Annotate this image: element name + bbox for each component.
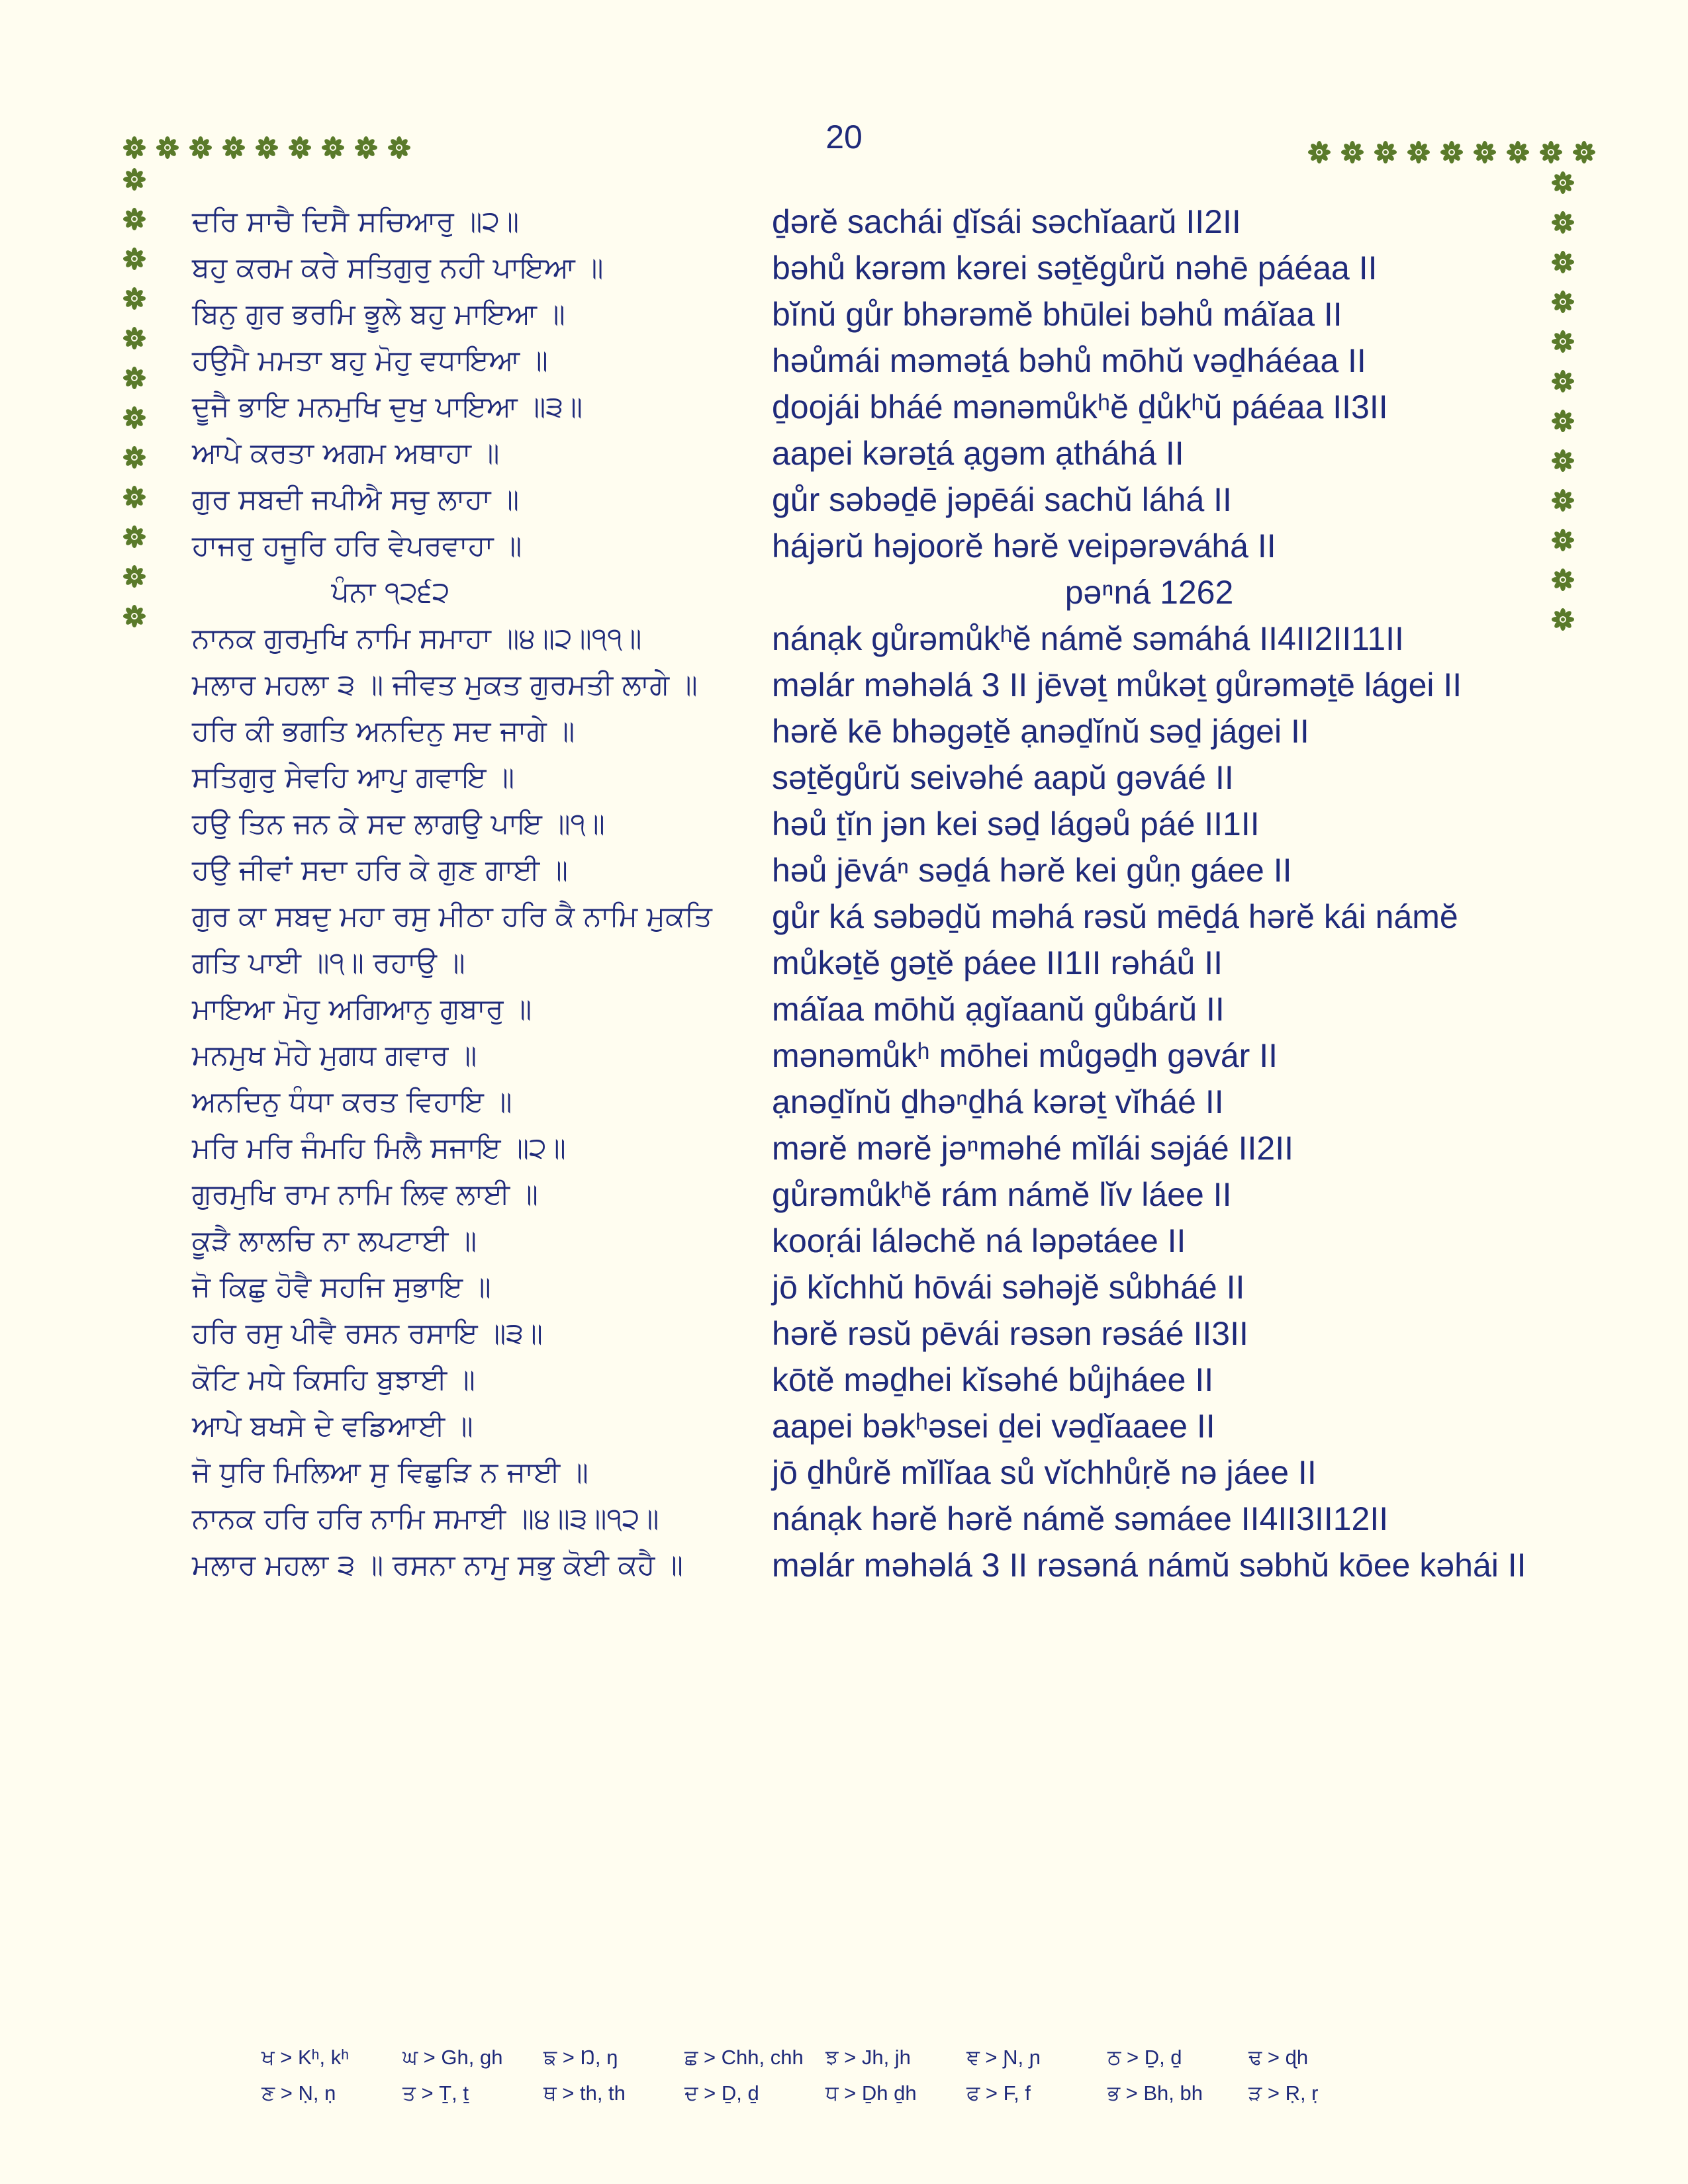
flower-icon [1551, 528, 1575, 552]
transliteration-text: kōtĕ məḏhei kĭsəhé bůjháee II [772, 1361, 1214, 1398]
verse-row [192, 1079, 1529, 1125]
gurmukhi-text: ਮਲਾਰ ਮਹਲਾ ੩ ॥ ਜੀਵਤ ਮੁਕਤ ਗੁਰਮਤੀ ਲਾਗੇ ॥ [192, 668, 698, 702]
gurmukhi-text: ਹਉ ਤਿਨ ਜਨ ਕੇ ਸਦ ਲਾਗਉ ਪਾਇ ॥੧॥ [192, 807, 605, 841]
key-entry: ਙ > Ŋ, ŋ [543, 2045, 618, 2069]
gurmukhi-text: ਮਾਇਆ ਮੋਹੁ ਅਗਿਆਨੁ ਗੁਬਾਰੁ ॥ [192, 993, 532, 1026]
transliteration-text: məlár məhəlá 3 II jēvəṯ můkəṯ gůrəməṯē lágei II [772, 666, 1462, 704]
transliteration-text: kooṛái láləchĕ ná ləpətáee II [772, 1222, 1186, 1259]
flower-icon [1440, 140, 1464, 164]
verse-row [192, 615, 1529, 662]
transliteration-text: pəⁿná 1262 [1064, 574, 1234, 611]
verse-row [192, 245, 1529, 291]
verse-row [192, 1542, 1529, 1588]
key-entry: ਛ > Chh, chh [684, 2045, 804, 2069]
verse-row [192, 523, 1529, 569]
flower-icon [1551, 250, 1575, 274]
transliteration-text: gůr ká səbəḏŭ məhá rəsŭ mēḏá hərĕ kái námĕ můkəṯĕ gəṯĕ páee II1II rəháů II [772, 898, 1458, 981]
flower-icon [1551, 369, 1575, 393]
flower-icon [122, 565, 146, 588]
gurmukhi-text: ਕੋਟਿ ਮਧੇ ਕਿਸਹਿ ਬੁਝਾਈ ॥ [192, 1363, 475, 1396]
flower-icon [1551, 449, 1575, 473]
key-entry: ਝ > Jh, jh [825, 2045, 911, 2069]
flower-icon [387, 136, 411, 159]
verse-row [192, 291, 1529, 338]
transliteration-text: hərĕ kē bhəgəṯĕ ạnəḏĭnŭ səḏ jágei II [772, 713, 1309, 750]
key-entry: ਥ > th, th [543, 2081, 626, 2105]
gurmukhi-text: ਦੂਜੈ ਭਾਇ ਮਨਮੁਖਿ ਦੁਖੁ ਪਾਇਆ ॥੩॥ [192, 390, 583, 424]
verse-row [192, 1449, 1529, 1496]
flower-icon [288, 136, 312, 159]
flower-icon [122, 406, 146, 430]
transliteration-text: bəhů kərəm kərei səṯĕgůrŭ nəhē páéaa II [772, 250, 1378, 287]
transliteration-text: səṯĕgůrŭ seivəhé aapŭ gəváé II [772, 759, 1234, 796]
key-entry: ਭ > Bh, bh [1107, 2081, 1203, 2105]
gurmukhi-text: ਆਪੇ ਬਖਸੇ ਦੇ ਵਡਿਆਈ ॥ [192, 1410, 473, 1443]
verse-row [192, 1403, 1529, 1449]
page-number: 20 [825, 118, 863, 156]
key-entry: ਤ > Ṯ, ṯ [402, 2081, 469, 2105]
flower-icon [122, 287, 146, 310]
flower-icon [122, 445, 146, 469]
gurmukhi-text: ਜੋ ਧੁਰਿ ਮਿਲਿਆ ਸੁ ਵਿਛੁੜਿ ਨ ਜਾਈ ॥ [192, 1456, 588, 1489]
verse-row [192, 1496, 1529, 1542]
verse-row [192, 1264, 1529, 1310]
verse-row [192, 1218, 1529, 1264]
transliteration-text: bĭnŭ gůr bhərəmĕ bhūlei bəhů máĭaa II [772, 296, 1342, 333]
transliteration-text: máĭaa mōhŭ ạgĭaanŭ gůbárŭ II [772, 991, 1225, 1028]
transliteration-text: mənəmůkʰ mōhei můgəḏh gəvár II [772, 1037, 1278, 1074]
transliteration-text: aapei bəkʰəsei ḏei vəḏĭaaee II [772, 1408, 1215, 1445]
key-row [261, 2040, 1389, 2075]
verse-row [192, 477, 1529, 523]
gurmukhi-text: ਮਲਾਰ ਮਹਲਾ ੩ ॥ ਰਸਨਾ ਨਾਮੁ ਸਭੁ ਕੋਈ ਕਹੈ ॥ [192, 1549, 684, 1582]
transliteration-text: jō kĭchhŭ hōvái səhəjĕ sůbháé II [772, 1269, 1245, 1306]
flower-icon [1340, 140, 1364, 164]
key-entry: ਧ > Ḏh ḏh [825, 2081, 917, 2105]
verse-row [192, 801, 1529, 847]
key-entry: ਢ > ɖh [1248, 2045, 1309, 2069]
flower-border-right [1551, 171, 1575, 631]
transliteration-text: ạnəḏĭnŭ ḏhəⁿḏhá kərəṯ vĭháé II [772, 1083, 1224, 1120]
gurmukhi-text: ਅਨਦਿਨੁ ਧੰਧਾ ਕਰਤ ਵਿਹਾਇ ॥ [192, 1085, 512, 1118]
key-entry: ਠ > Ḏ, ḏ [1107, 2045, 1182, 2069]
verse-row [192, 338, 1529, 384]
page-marker-row [192, 569, 1529, 615]
transliteration-text: həůmái məməṯá bəhů mōhŭ vəḏháéaa II [772, 342, 1366, 379]
flower-icon [1551, 608, 1575, 631]
flower-border-top-right [1307, 140, 1596, 164]
verse-row [192, 384, 1529, 430]
verse-row [192, 199, 1529, 245]
verse-row [192, 847, 1529, 893]
key-entry: ਘ > Gh, gh [402, 2045, 503, 2069]
flower-icon [1539, 140, 1563, 164]
verse-row [192, 1357, 1529, 1403]
transliteration-key [261, 2040, 1389, 2111]
flower-icon [222, 136, 246, 159]
verse-row [192, 1032, 1529, 1079]
flower-icon [1551, 409, 1575, 433]
gurmukhi-text: ਹਰਿ ਕੀ ਭਗਤਿ ਅਨਦਿਨੁ ਸਦ ਜਾਗੇ ॥ [192, 715, 575, 748]
transliteration-text: aapei kərəṯá ạgəm ạtháhá II [772, 435, 1184, 472]
flower-icon [122, 485, 146, 509]
verse-row [192, 1125, 1529, 1171]
key-entry: ਞ > Ɲ, ɲ [966, 2045, 1041, 2069]
transliteration-text: həů ṯĭn jən kei səḏ lágəů páé II1II [772, 805, 1260, 842]
flower-icon [122, 525, 146, 549]
flower-border-top-left [122, 136, 411, 159]
flower-border-left [122, 167, 146, 628]
transliteration-text: ḏərĕ sachái ḏĭsái səchĭaarŭ II2II [772, 203, 1241, 240]
gurmukhi-text: ਹਰਿ ਰਸੁ ਪੀਵੈ ਰਸਨ ਰਸਾਇ ॥੩॥ [192, 1317, 543, 1350]
gurmukhi-text: ਹਉਮੈ ਮਮਤਾ ਬਹੁ ਮੋਹੁ ਵਧਾਇਆ ॥ [192, 344, 548, 377]
gurmukhi-text: ਬਿਨੁ ਗੁਰ ਭਰਮਿ ਭੂਲੇ ਬਹੁ ਮਾਇਆ ॥ [192, 298, 565, 331]
flower-icon [122, 366, 146, 390]
gurmukhi-text: ਗੁਰਮੁਖਿ ਰਾਮ ਨਾਮਿ ਲਿਵ ਲਾਈ ॥ [192, 1178, 538, 1211]
gurmukhi-text: ਆਪੇ ਕਰਤਾ ਅਗਮ ਅਥਾਹਾ ॥ [192, 437, 500, 470]
transliteration-text: həů jēváⁿ səḏá hərĕ kei gůṇ gáee II [772, 852, 1292, 889]
flower-icon [122, 167, 146, 191]
transliteration-text: mərĕ mərĕ jəⁿməhé mĭlái səjáé II2II [772, 1130, 1293, 1167]
gurmukhi-text: ਪੰਨਾ ੧੨੬੨ [331, 576, 450, 609]
flower-icon [156, 136, 179, 159]
flower-icon [1551, 488, 1575, 512]
flower-icon [122, 326, 146, 350]
transliteration-text: hərĕ rəsŭ pēvái rəsən rəsáé II3II [772, 1315, 1248, 1352]
flower-icon [1473, 140, 1497, 164]
gurmukhi-text: ਮਨਮੁਖ ਮੋਹੇ ਮੁਗਧ ਗਵਾਰ ॥ [192, 1039, 477, 1072]
flower-icon [1551, 290, 1575, 314]
flower-icon [1407, 140, 1430, 164]
gurmukhi-text: ਗੁਰ ਸਬਦੀ ਜਪੀਐ ਸਚੁ ਲਾਹਾ ॥ [192, 483, 520, 516]
flower-icon [1307, 140, 1331, 164]
flower-icon [122, 136, 146, 159]
gurmukhi-text: ਸਤਿਗੁਰੁ ਸੇਵਹਿ ਆਪੁ ਗਵਾਇ ॥ [192, 761, 515, 794]
flower-icon [354, 136, 378, 159]
transliteration-text: gůr səbəḏē jəpēái sachŭ láhá II [772, 481, 1232, 518]
flower-icon [1551, 171, 1575, 195]
flower-icon [321, 136, 345, 159]
transliteration-text: gůrəmůkʰĕ rám námĕ lĭv láee II [772, 1176, 1232, 1213]
gurmukhi-text: ਹਉ ਜੀਵਾਂ ਸਦਾ ਹਰਿ ਕੇ ਗੁਣ ਗਾਈ ॥ [192, 854, 568, 887]
verse-row [192, 1310, 1529, 1357]
gurmukhi-text: ਗੁਰ ਕਾ ਸਬਦੁ ਮਹਾ ਰਸੁ ਮੀਠਾ ਹਰਿ ਕੈ ਨਾਮਿ ਮੁਕਤਿ ਗਤਿ ਪਾਈ ॥੧॥ ਰਹਾਉ ॥ [192, 900, 712, 979]
transliteration-text: hájərŭ həjoorĕ hərĕ veipərəváhá II [772, 527, 1276, 565]
key-entry: ਫ > F, f [966, 2081, 1031, 2105]
transliteration-text: məlár məhəlá 3 II rəsəná námŭ səbhŭ kōee kəhái II [772, 1547, 1526, 1584]
gurmukhi-text: ਨਾਨਕ ਹਰਿ ਹਰਿ ਨਾਮਿ ਸਮਾਈ ॥੪॥੩॥੧੨॥ [192, 1502, 659, 1535]
gurmukhi-text: ਨਾਨਕ ਗੁਰਮੁਖਿ ਨਾਮਿ ਸਮਾਹਾ ॥੪॥੨॥੧੧॥ [192, 622, 642, 655]
gurmukhi-text: ਦਰਿ ਸਾਚੈ ਦਿਸੈ ਸਚਿਆਰੁ ॥੨॥ [192, 205, 520, 238]
key-entry: ਦ > Ḏ, ḏ [684, 2081, 759, 2105]
key-entry: ੜ > Ṛ, ṛ [1248, 2081, 1319, 2105]
verse-row [192, 986, 1529, 1032]
gurmukhi-text: ਜੋ ਕਿਛੁ ਹੋਵੈ ਸਹਜਿ ਸੁਭਾਇ ॥ [192, 1271, 491, 1304]
transliteration-text: nánạk hərĕ hərĕ námĕ səmáee II4II3II12II [772, 1500, 1389, 1537]
flower-icon [1374, 140, 1397, 164]
key-entry: ਖ > Kʰ, kʰ [261, 2045, 350, 2069]
key-entry: ਣ > Ṇ, ṇ [261, 2081, 336, 2105]
flower-icon [189, 136, 212, 159]
flower-icon [122, 207, 146, 231]
verse-row [192, 708, 1529, 754]
flower-icon [1572, 140, 1596, 164]
verse-row [192, 430, 1529, 477]
gurmukhi-text: ਮਰਿ ਮਰਿ ਜੰਮਹਿ ਮਿਲੈ ਸਜਾਇ ॥੨॥ [192, 1132, 566, 1165]
verse-row [192, 1171, 1529, 1218]
verse-row [192, 662, 1529, 708]
flower-icon [1506, 140, 1530, 164]
transliteration-text: ḏoojái bháé mənəmůkʰĕ ḏůkʰŭ páéaa II3II [772, 388, 1388, 426]
flower-icon [122, 247, 146, 271]
verse-row [192, 754, 1529, 801]
verse-lines [192, 199, 1529, 1588]
key-row [261, 2075, 1389, 2111]
gurmukhi-text: ਕੂੜੈ ਲਾਲਚਿ ਨਾ ਲਪਟਾਈ ॥ [192, 1224, 477, 1257]
verse-row [192, 893, 1529, 986]
transliteration-text: jō ḏhůrĕ mĭlĭaa sů vĭchhůṛĕ nə jáee II [772, 1454, 1317, 1491]
transliteration-text: nánạk gůrəmůkʰĕ námĕ səmáhá II4II2II11II [772, 620, 1404, 657]
flower-icon [1551, 210, 1575, 234]
flower-icon [255, 136, 279, 159]
flower-icon [1551, 330, 1575, 353]
flower-icon [122, 604, 146, 628]
gurmukhi-text: ਬਹੁ ਕਰਮ ਕਰੇ ਸਤਿਗੁਰੁ ਨਹੀ ਪਾਇਆ ॥ [192, 251, 604, 285]
gurmukhi-text: ਹਾਜਰੁ ਹਜੂਰਿ ਹਰਿ ਵੇਪਰਵਾਹਾ ॥ [192, 529, 522, 563]
flower-icon [1551, 568, 1575, 592]
